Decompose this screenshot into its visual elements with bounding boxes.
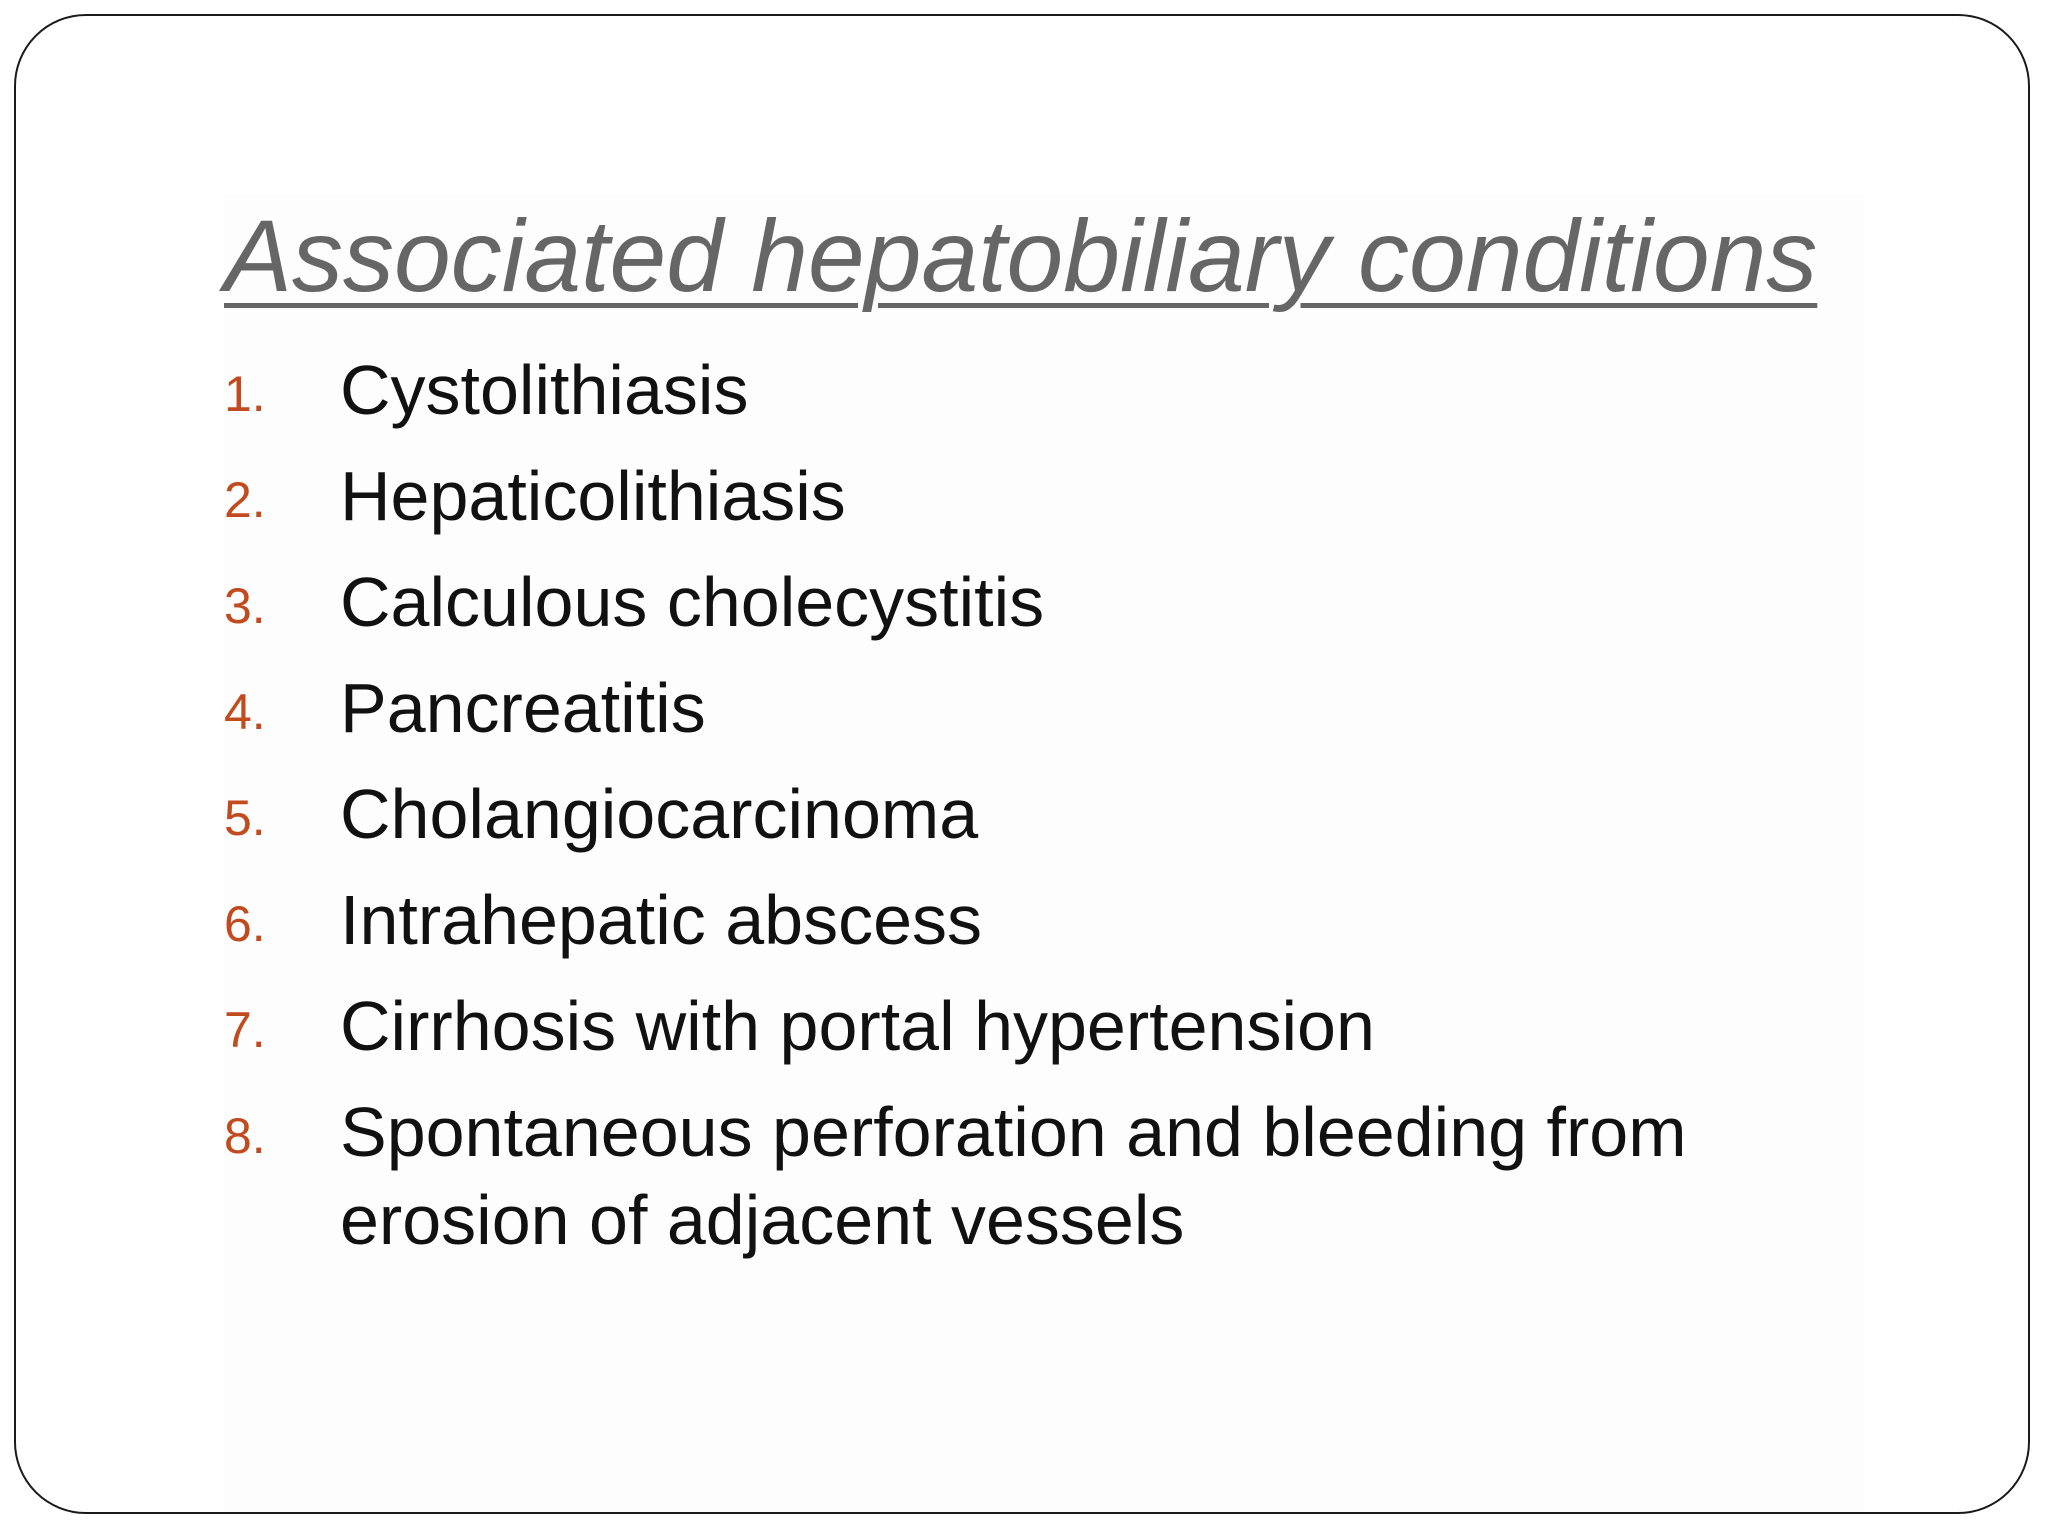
list-item-text: Pancreatitis bbox=[340, 669, 706, 747]
list-item-text: Calculous cholecystitis bbox=[340, 563, 1045, 641]
list-item-number: 2. bbox=[224, 472, 266, 528]
conditions-list bbox=[224, 346, 1844, 1282]
list-item-text: Cystolithiasis bbox=[340, 351, 749, 429]
list-item-number: 3. bbox=[224, 578, 266, 634]
list-item bbox=[224, 664, 1844, 752]
list-item-number: 5. bbox=[224, 790, 266, 846]
list-item-text: Intrahepatic abscess bbox=[340, 881, 983, 959]
list-item-number: 4. bbox=[224, 684, 266, 740]
list-item-text: Cirrhosis with portal hypertension bbox=[340, 987, 1375, 1065]
list-item bbox=[224, 452, 1844, 540]
list-item bbox=[224, 876, 1844, 964]
list-item bbox=[224, 346, 1844, 434]
list-item-text: Spontaneous perforation and bleeding from erosion of adjacent vessels bbox=[340, 1093, 1687, 1259]
list-item-number: 1. bbox=[224, 366, 266, 422]
list-item bbox=[224, 770, 1844, 858]
slide-title: Associated hepatobiliary conditions bbox=[224, 199, 1818, 313]
list-item-number: 8. bbox=[224, 1108, 266, 1164]
list-item-text: Cholangiocarcinoma bbox=[340, 775, 979, 853]
slide-frame bbox=[14, 14, 2030, 1514]
list-item bbox=[224, 558, 1844, 646]
list-item-number: 6. bbox=[224, 896, 266, 952]
list-item-number: 7. bbox=[224, 1002, 266, 1058]
list-item bbox=[224, 982, 1844, 1070]
list-item bbox=[224, 1088, 1844, 1264]
list-item-text: Hepaticolithiasis bbox=[340, 457, 846, 535]
